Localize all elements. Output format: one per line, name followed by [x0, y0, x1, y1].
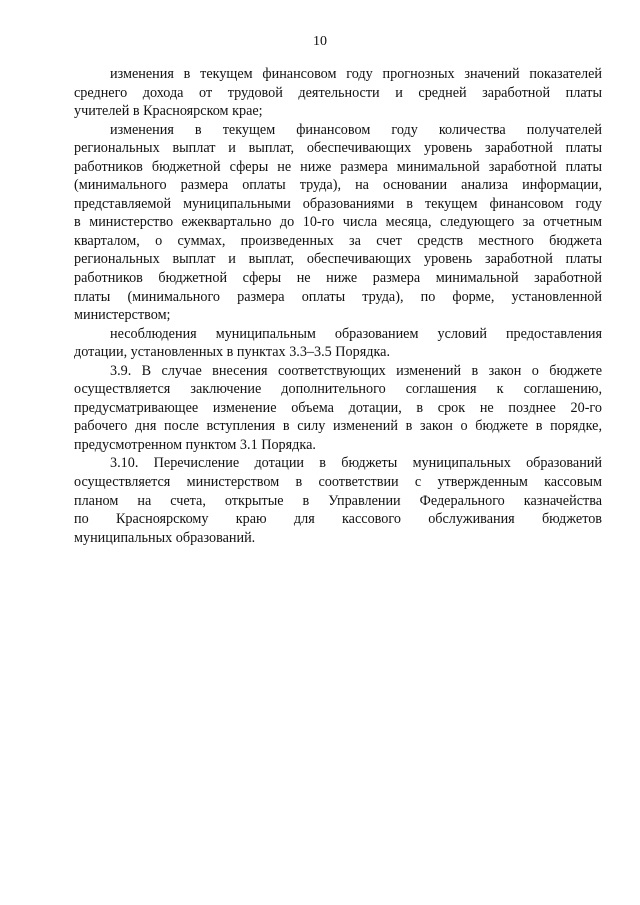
- text-line: учителей в Красноярском крае;: [74, 103, 263, 120]
- text-line: министерством;: [74, 307, 171, 324]
- document-body: [74, 65, 602, 547]
- text-line: предусматривающее изменение объема дотации, в срок не позднее 20-го: [74, 399, 602, 416]
- text-line: по Красноярскому краю для кассового обслуживания бюджетов: [74, 511, 602, 528]
- text-line: 3.10. Перечисление дотации в бюджеты муниципальных образований: [110, 455, 602, 472]
- text-line: работников бюджетной сферы не ниже размера минимальной заработной платы: [74, 158, 602, 175]
- text-line: в министерство ежеквартально до 10-го числа месяца, следующего за отчетным: [74, 214, 602, 231]
- text-line: изменения в текущем финансовом году прогнозных значений показателей: [110, 66, 602, 82]
- text-line: региональных выплат и выплат, обеспечивающих уровень заработной платы: [74, 140, 602, 157]
- text-line: кварталом, о суммах, произведенных за счет средств местного бюджета: [74, 232, 602, 249]
- page-number: 10: [313, 34, 327, 49]
- text-line: 3.9. В случае внесения соответствующих изменений в закон о бюджете: [110, 362, 602, 379]
- paragraph-recipients-change: [74, 121, 602, 325]
- text-line: муниципальных образований.: [74, 529, 256, 546]
- text-line: платы (минимального размера оплаты труда), по форме, установленной: [74, 288, 602, 305]
- text-line: работников бюджетной сферы не ниже размера минимальной заработной: [74, 270, 602, 287]
- paragraph-noncompliance: [74, 325, 602, 362]
- paragraph-3-9: [74, 362, 602, 455]
- text-line: рабочего дня после вступления в силу изменений в закон о бюджете в порядке,: [74, 418, 602, 435]
- text-line: планом на счета, открытые в Управлении Федерального казначейства: [74, 492, 602, 509]
- paragraph-3-10: [74, 454, 602, 547]
- text-line: осуществляется заключение дополнительного соглашения к соглашению,: [74, 381, 602, 398]
- text-line: осуществляется министерством в соответствии с утвержденным кассовым: [74, 474, 602, 491]
- paragraph-income-forecast: [74, 65, 602, 121]
- text-line: дотации, установленных в пунктах 3.3–3.5 Порядка.: [74, 344, 391, 361]
- text-line: среднего дохода от трудовой деятельности и средней заработной платы: [74, 84, 602, 101]
- text-line: представляемой муниципальными образованиями в текущем финансовом году: [74, 195, 602, 212]
- text-line: несоблюдения муниципальным образованием условий предоставления: [110, 325, 602, 342]
- text-line: изменения в текущем финансовом году количества получателей: [110, 121, 602, 138]
- text-line: (минимального размера оплаты труда), на основании анализа информации,: [74, 177, 602, 194]
- text-line: региональных выплат и выплат, обеспечивающих уровень заработной платы: [74, 251, 602, 268]
- text-line: предусмотренном пунктом 3.1 Порядка.: [74, 436, 316, 453]
